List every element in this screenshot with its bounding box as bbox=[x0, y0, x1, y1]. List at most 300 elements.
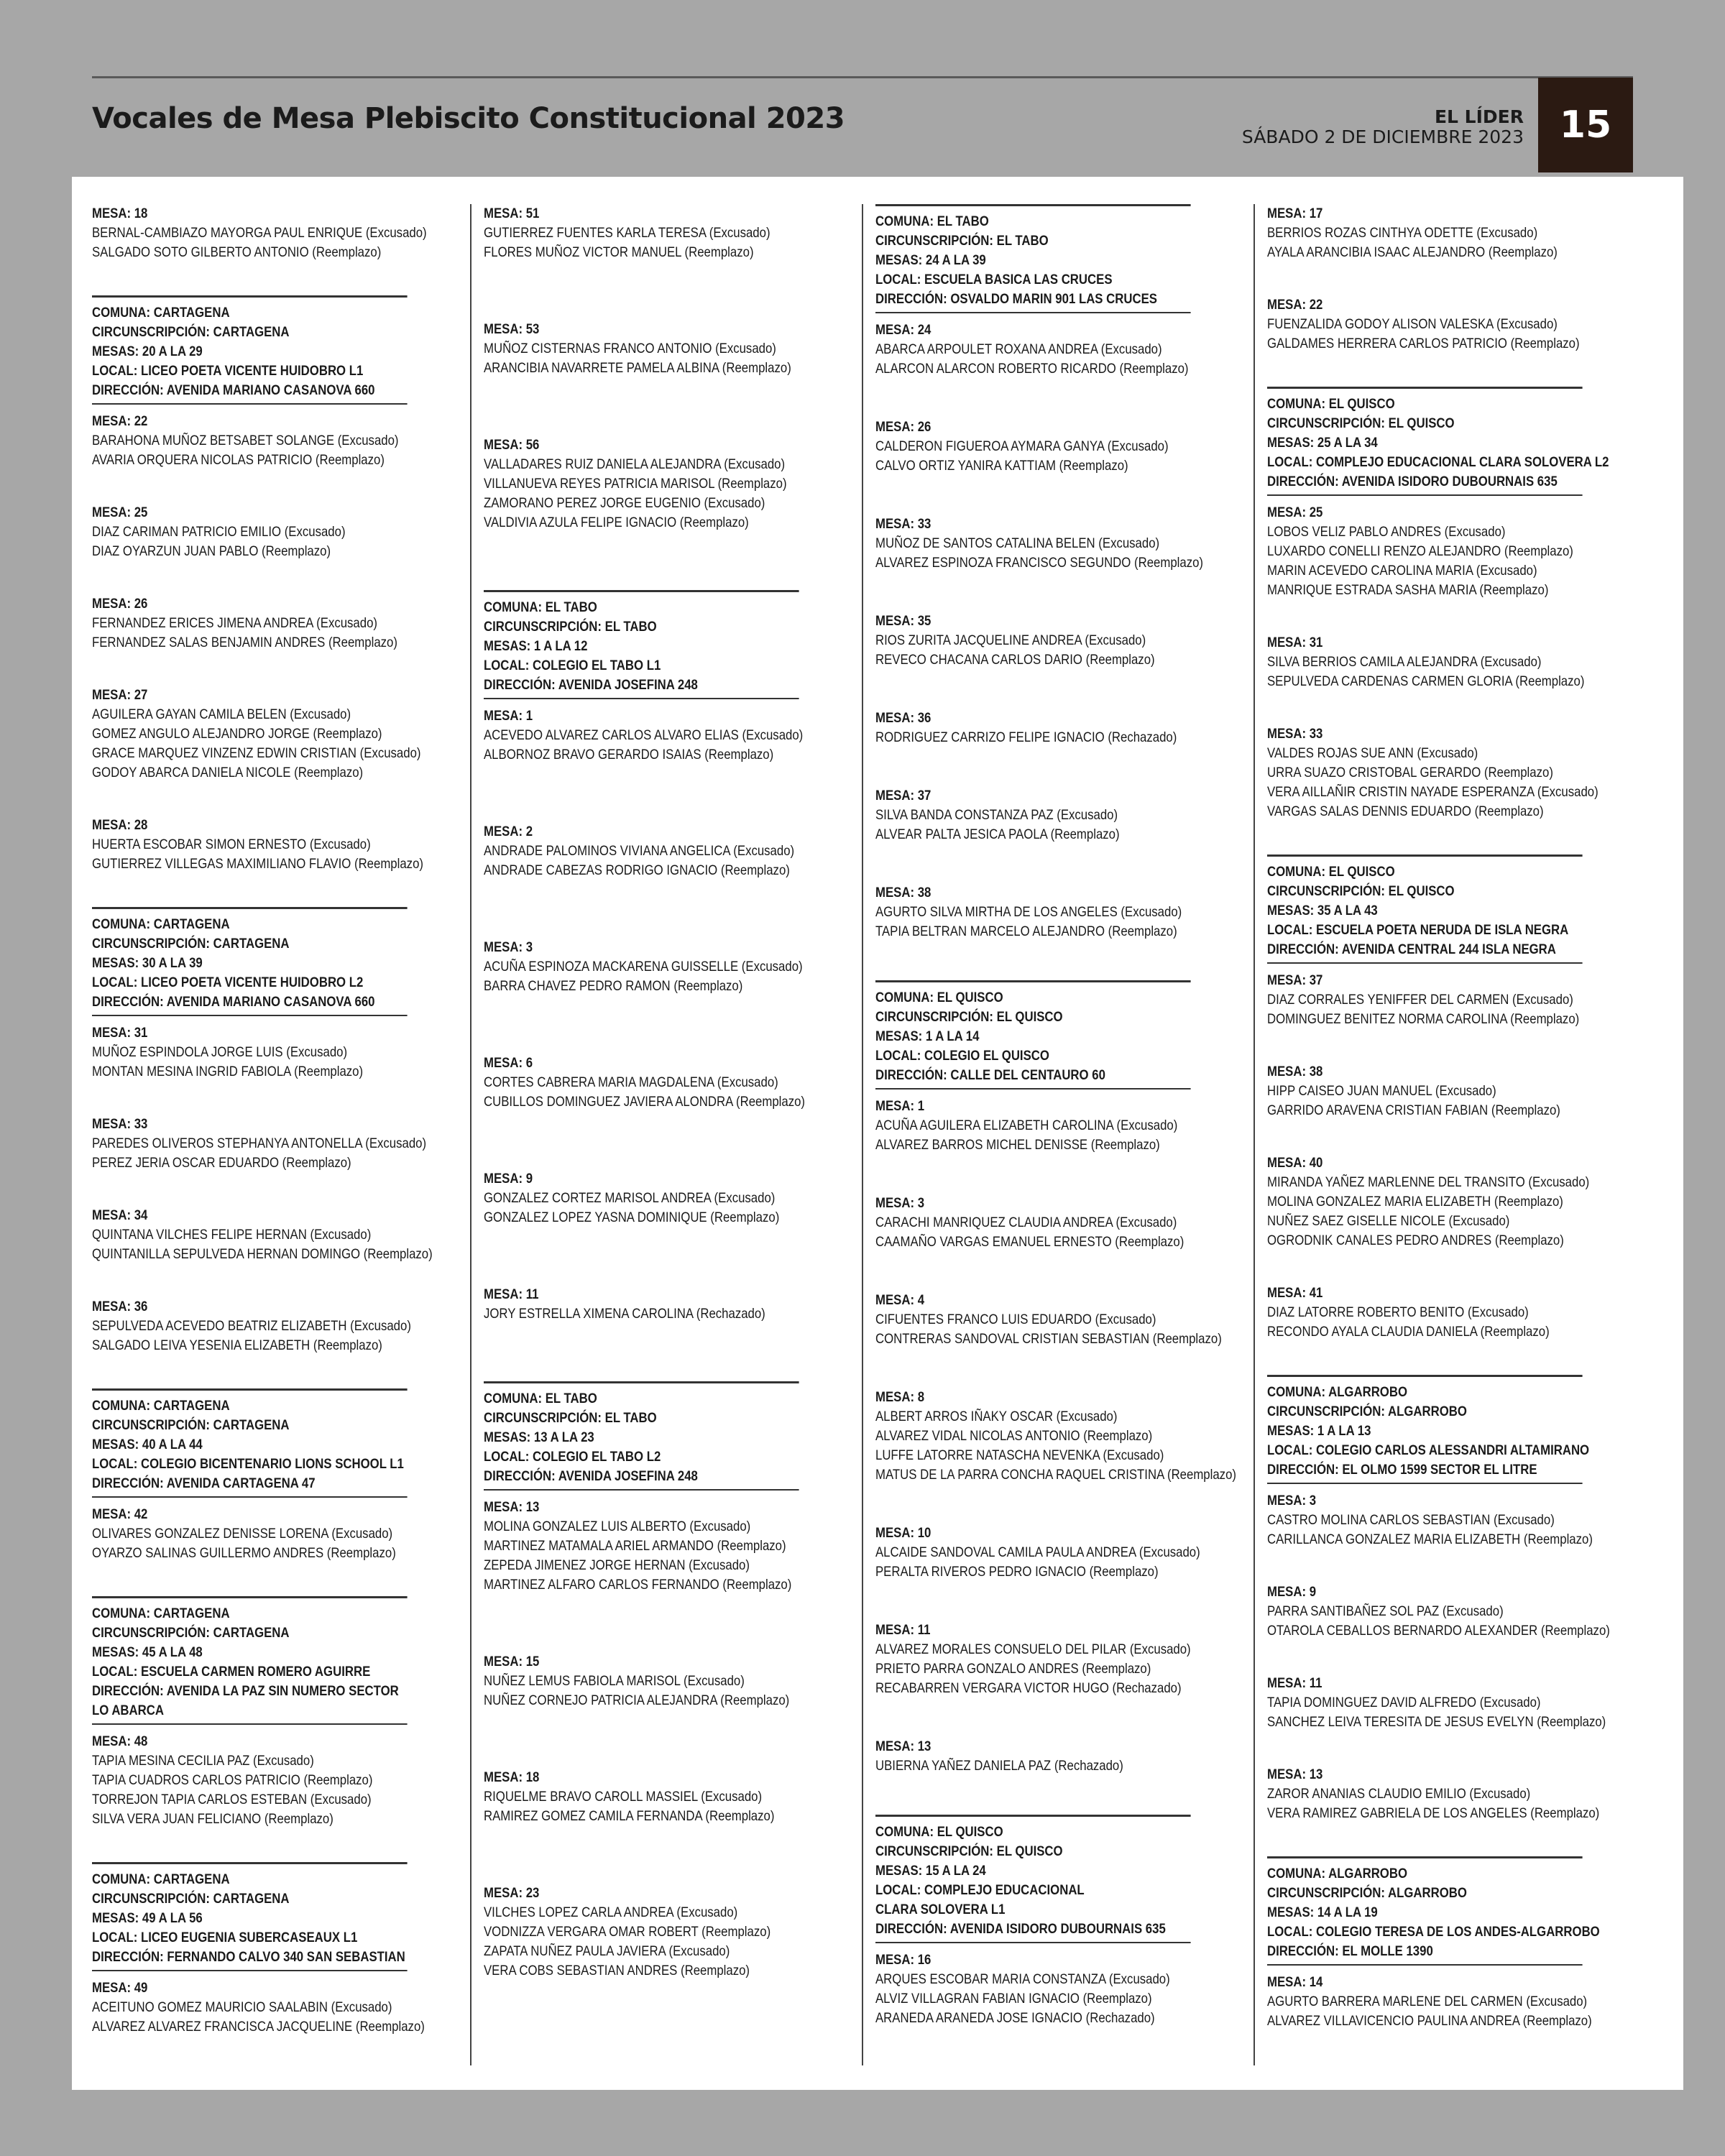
mesa-label: MESA: 22 bbox=[92, 413, 148, 429]
mesa-label: MESA: 34 bbox=[92, 1207, 148, 1223]
vocal-name: TORREJON TAPIA CARLOS ESTEBAN (Excusado) bbox=[92, 1792, 372, 1807]
comuna-info-line: CIRCUNSCRIPCIÓN: CARTAGENA bbox=[92, 1891, 290, 1907]
mesa-entry bbox=[1267, 1153, 1590, 1250]
vocal-name: URRA SUAZO CRISTOBAL GERARDO (Reemplazo) bbox=[1267, 765, 1553, 780]
comuna-info-line: LOCAL: COLEGIO BICENTENARIO LIONS SCHOOL L1 bbox=[92, 1456, 404, 1472]
vocal-name: VALDES ROJAS SUE ANN (Excusado) bbox=[1267, 745, 1478, 761]
vocal-name: CASTRO MOLINA CARLOS SEBASTIAN (Excusado) bbox=[1267, 1512, 1555, 1528]
vocal-name: VERA COBS SEBASTIAN ANDRES (Reemplazo) bbox=[484, 1963, 750, 1978]
mesa-label: MESA: 8 bbox=[875, 1389, 925, 1405]
mesa-label: MESA: 49 bbox=[92, 1980, 148, 1996]
comuna-info-line: CIRCUNSCRIPCIÓN: EL QUISCO bbox=[875, 1009, 1063, 1025]
vocal-name: UBIERNA YAÑEZ DANIELA PAZ (Rechazado) bbox=[875, 1758, 1123, 1774]
vocal-name: ZAMORANO PEREZ JORGE EUGENIO (Excusado) bbox=[484, 495, 765, 511]
comuna-info-line: LOCAL: ESCUELA POETA NERUDA DE ISLA NEGRA bbox=[1267, 922, 1569, 938]
vocal-name: MATUS DE LA PARRA CONCHA RAQUEL CRISTINA (Reemplazo) bbox=[875, 1467, 1236, 1483]
mesa-label: MESA: 31 bbox=[1267, 635, 1323, 650]
mesa-label: MESA: 33 bbox=[92, 1116, 148, 1132]
comuna-info-line: COMUNA: CARTAGENA bbox=[92, 916, 230, 932]
comuna-info-line: LOCAL: COLEGIO EL TABO L1 bbox=[484, 658, 661, 673]
vocal-name: ALVAREZ VIDAL NICOLAS ANTONIO (Reemplazo) bbox=[875, 1428, 1153, 1444]
comuna-info-line: LOCAL: COLEGIO CARLOS ALESSANDRI ALTAMIRANO bbox=[1267, 1442, 1590, 1458]
vocal-name: RAMIREZ GOMEZ CAMILA FERNANDA (Reemplazo) bbox=[484, 1808, 775, 1824]
mesa-label: MESA: 51 bbox=[484, 206, 540, 221]
vocal-name: DIAZ CARIMAN PATRICIO EMILIO (Excusado) bbox=[92, 524, 346, 540]
mesa-entry bbox=[1267, 1062, 1583, 1120]
mesa-entry bbox=[484, 1054, 806, 1112]
mesa-entry bbox=[484, 1285, 799, 1324]
vocal-name: ALBORNOZ BRAVO GERARDO ISAIAS (Reemplazo) bbox=[484, 747, 774, 763]
comuna-info-line: MESAS: 40 A LA 44 bbox=[92, 1437, 203, 1452]
vocal-name: GUTIERREZ VILLEGAS MAXIMILIANO FLAVIO (Reemplazo) bbox=[92, 856, 423, 872]
comuna-header bbox=[484, 590, 799, 699]
comuna-info-line: DIRECCIÓN: AVENIDA JOSEFINA 248 bbox=[484, 1468, 698, 1484]
mesa-entry bbox=[92, 1297, 411, 1355]
comuna-info-line: LOCAL: LICEO EUGENIA SUBERCASEAUX L1 bbox=[92, 1930, 358, 1945]
mesa-label: MESA: 40 bbox=[1267, 1155, 1323, 1171]
mesa-entry bbox=[1267, 295, 1583, 354]
mesa-entry bbox=[875, 1194, 1191, 1252]
vocal-name: OTAROLA CEBALLOS BERNARDO ALEXANDER (Reemplazo) bbox=[1267, 1623, 1610, 1639]
mesa-label: MESA: 42 bbox=[92, 1506, 148, 1522]
comuna-info-line: LOCAL: COLEGIO EL QUISCO bbox=[875, 1048, 1049, 1064]
vocal-name: MOLINA GONZALEZ MARIA ELIZABETH (Reemplazo) bbox=[1267, 1194, 1563, 1210]
mesa-entry bbox=[92, 1115, 427, 1173]
vocal-name: ARANEDA ARANEDA JOSE IGNACIO (Rechazado) bbox=[875, 2010, 1155, 2026]
comuna-info-line: MESAS: 30 A LA 39 bbox=[92, 955, 203, 971]
vocal-name: GONZALEZ LOPEZ YASNA DOMINIQUE (Reemplazo) bbox=[484, 1210, 780, 1225]
vocal-name: PEREZ JERIA OSCAR EDUARDO (Reemplazo) bbox=[92, 1155, 351, 1171]
comuna-info-line: CIRCUNSCRIPCIÓN: EL TABO bbox=[484, 1410, 657, 1426]
comuna-info-line: CIRCUNSCRIPCIÓN: CARTAGENA bbox=[92, 936, 290, 952]
comuna-info-line: COMUNA: ALGARROBO bbox=[1267, 1384, 1408, 1400]
mesa-entry bbox=[1267, 1765, 1600, 1823]
mesa-label: MESA: 17 bbox=[1267, 206, 1323, 221]
mesa-entry bbox=[1267, 1583, 1610, 1641]
vocal-name: RECONDO AYALA CLAUDIA DANIELA (Reemplazo) bbox=[1267, 1324, 1550, 1340]
vocal-name: GARRIDO ARAVENA CRISTIAN FABIAN (Reemplazo) bbox=[1267, 1102, 1560, 1118]
mesa-label: MESA: 22 bbox=[1267, 297, 1323, 313]
mesa-label: MESA: 56 bbox=[484, 437, 540, 453]
vocal-name: VERA RAMIREZ GABRIELA DE LOS ANGELES (Reemplazo) bbox=[1267, 1805, 1600, 1821]
comuna-info-line: COMUNA: EL TABO bbox=[484, 599, 597, 615]
vocal-name: FUENZALIDA GODOY ALISON VALESKA (Excusado) bbox=[1267, 316, 1558, 332]
comuna-info-line: COMUNA: EL QUISCO bbox=[1267, 396, 1395, 412]
mesa-label: MESA: 1 bbox=[875, 1098, 925, 1114]
comuna-info-line: DIRECCIÓN: AVENIDA LA PAZ SIN NUMERO SECTOR bbox=[92, 1683, 399, 1699]
vocal-name: ALVAREZ MORALES CONSUELO DEL PILAR (Excusado) bbox=[875, 1641, 1191, 1657]
comuna-header bbox=[484, 1381, 799, 1491]
comuna-info-line: DIRECCIÓN: FERNANDO CALVO 340 SAN SEBASTIAN bbox=[92, 1949, 405, 1965]
comuna-info-line: CIRCUNSCRIPCIÓN: CARTAGENA bbox=[92, 1625, 290, 1641]
vocal-name: CARILLANCA GONZALEZ MARIA ELIZABETH (Reemplazo) bbox=[1267, 1531, 1593, 1547]
mesa-entry bbox=[484, 436, 799, 533]
comuna-header bbox=[1267, 1375, 1590, 1484]
comuna-header bbox=[92, 907, 408, 1016]
vocal-name: ALVIZ VILLAGRAN FABIAN IGNACIO (Reemplazo) bbox=[875, 1991, 1152, 2007]
mesa-label: MESA: 33 bbox=[1267, 726, 1323, 742]
mesa-label: MESA: 26 bbox=[875, 419, 932, 435]
mesa-entry bbox=[1267, 633, 1583, 691]
mesa-entry bbox=[92, 686, 421, 783]
vocal-name: BERNAL-CAMBIAZO MAYORGA PAUL ENRIQUE (Excusado) bbox=[92, 225, 427, 241]
vocal-name: TAPIA DOMINGUEZ DAVID ALFREDO (Excusado) bbox=[1267, 1695, 1541, 1710]
vocal-name: OYARZO SALINAS GUILLERMO ANDRES (Reemplazo) bbox=[92, 1545, 396, 1561]
header-top-rule bbox=[92, 76, 1633, 78]
comuna-info-line: MESAS: 14 A LA 19 bbox=[1267, 1904, 1378, 1920]
vocal-name: GUTIERREZ FUENTES KARLA TERESA (Excusado) bbox=[484, 225, 770, 241]
mesa-entry bbox=[484, 204, 799, 262]
vocal-name: GRACE MARQUEZ VINZENZ EDWIN CRISTIAN (Excusado) bbox=[92, 745, 421, 761]
mesa-label: MESA: 37 bbox=[1267, 972, 1323, 988]
comuna-info-line: DIRECCIÓN: EL OLMO 1599 SECTOR EL LITRE bbox=[1267, 1462, 1537, 1478]
vocal-name: MIRANDA YAÑEZ MARLENNE DEL TRANSITO (Excusado) bbox=[1267, 1174, 1590, 1190]
comuna-info-line: COMUNA: EL QUISCO bbox=[1267, 864, 1395, 880]
mesa-entry bbox=[484, 1498, 799, 1595]
vocal-name: DOMINGUEZ BENITEZ NORMA CAROLINA (Reemplazo) bbox=[1267, 1011, 1580, 1027]
comuna-info-line: CIRCUNSCRIPCIÓN: EL QUISCO bbox=[1267, 883, 1455, 899]
vocal-name: RECABARREN VERGARA VICTOR HUGO (Rechazado) bbox=[875, 1680, 1182, 1696]
mesa-label: MESA: 24 bbox=[875, 322, 932, 338]
vocal-name: PAREDES OLIVEROS STEPHANYA ANTONELLA (Excusado) bbox=[92, 1135, 427, 1151]
vocal-name: ALVAREZ VILLAVICENCIO PAULINA ANDREA (Reemplazo) bbox=[1267, 2013, 1592, 2029]
vocal-name: CORTES CABRERA MARIA MAGDALENA (Excusado) bbox=[484, 1074, 778, 1090]
comuna-info-line: LO ABARCA bbox=[92, 1703, 165, 1718]
mesa-label: MESA: 3 bbox=[484, 939, 533, 955]
mesa-label: MESA: 26 bbox=[92, 596, 148, 612]
vocal-name: CALDERON FIGUEROA AYMARA GANYA (Excusado) bbox=[875, 438, 1169, 454]
newspaper-brand: EL LÍDER bbox=[1434, 106, 1524, 127]
vocal-name: VILLANUEVA REYES PATRICIA MARISOL (Reemplazo) bbox=[484, 476, 787, 492]
comuna-info-line: COMUNA: CARTAGENA bbox=[92, 1606, 230, 1621]
vocal-name: BARRA CHAVEZ PEDRO RAMON (Reemplazo) bbox=[484, 978, 743, 994]
mesa-entry bbox=[875, 612, 1191, 670]
vocal-name: SILVA BANDA CONSTANZA PAZ (Excusado) bbox=[875, 807, 1118, 823]
mesa-entry bbox=[1267, 204, 1583, 262]
comuna-info-line: MESAS: 25 A LA 34 bbox=[1267, 435, 1378, 451]
comuna-header bbox=[92, 1388, 408, 1498]
mesa-label: MESA: 23 bbox=[484, 1885, 540, 1901]
vocal-name: OLIVARES GONZALEZ DENISSE LORENA (Excusado) bbox=[92, 1526, 393, 1542]
mesa-entry bbox=[1267, 1674, 1606, 1732]
vocal-name: ALVAREZ ALVAREZ FRANCISCA JACQUELINE (Reemplazo) bbox=[92, 2019, 425, 2035]
vocal-name: VERA AILLAÑIR CRISTIN NAYADE ESPERANZA (Excusado) bbox=[1267, 784, 1598, 800]
vocal-name: ACUÑA AGUILERA ELIZABETH CAROLINA (Excusado) bbox=[875, 1118, 1178, 1133]
vocal-name: NUÑEZ SAEZ GISELLE NICOLE (Excusado) bbox=[1267, 1213, 1510, 1229]
mesa-entry bbox=[484, 822, 799, 880]
mesa-label: MESA: 2 bbox=[484, 824, 533, 839]
mesa-label: MESA: 13 bbox=[1267, 1766, 1323, 1782]
vocal-name: LUFFE LATORRE NATASCHA NEVENKA (Excusado) bbox=[875, 1447, 1164, 1463]
mesa-entry bbox=[1267, 1973, 1592, 2031]
vocal-name: BERRIOS ROZAS CINTHYA ODETTE (Excusado) bbox=[1267, 225, 1538, 241]
mesa-label: MESA: 18 bbox=[92, 206, 148, 221]
vocal-name: ABARCA ARPOULET ROXANA ANDREA (Excusado) bbox=[875, 341, 1162, 357]
comuna-info-line: COMUNA: CARTAGENA bbox=[92, 305, 230, 321]
mesa-entry bbox=[875, 1097, 1191, 1155]
vocal-name: ACUÑA ESPINOZA MACKARENA GUISSELLE (Excusado) bbox=[484, 959, 803, 975]
vocal-name: VILCHES LOPEZ CARLA ANDREA (Excusado) bbox=[484, 1904, 738, 1920]
vocal-name: GOMEZ ANGULO ALEJANDRO JORGE (Reemplazo) bbox=[92, 726, 382, 742]
mesa-entry bbox=[875, 1950, 1191, 2028]
vocal-name: FLORES MUÑOZ VICTOR MANUEL (Reemplazo) bbox=[484, 244, 754, 260]
vocal-name: ARANCIBIA NAVARRETE PAMELA ALBINA (Reemplazo) bbox=[484, 360, 791, 376]
comuna-info-line: DIRECCIÓN: AVENIDA CARTAGENA 47 bbox=[92, 1475, 316, 1491]
mesa-entry bbox=[875, 1737, 1191, 1776]
mesa-label: MESA: 36 bbox=[875, 710, 932, 726]
comuna-header bbox=[92, 1596, 408, 1725]
vocal-name: AGURTO BARRERA MARLENE DEL CARMEN (Excusado) bbox=[1267, 1994, 1588, 2009]
mesa-label: MESA: 33 bbox=[875, 516, 932, 532]
comuna-info-line: CLARA SOLOVERA L1 bbox=[875, 1902, 1006, 1917]
comuna-info-line: DIRECCIÓN: AVENIDA ISIDORO DUBOURNAIS 635 bbox=[1267, 474, 1558, 489]
vocal-name: LUXARDO CONELLI RENZO ALEJANDRO (Reemplazo) bbox=[1267, 543, 1573, 559]
comuna-info-line: LOCAL: COLEGIO EL TABO L2 bbox=[484, 1449, 661, 1465]
vocal-name: CONTRERAS SANDOVAL CRISTIAN SEBASTIAN (Reemplazo) bbox=[875, 1331, 1222, 1347]
vocal-name: DIAZ OYARZUN JUAN PABLO (Reemplazo) bbox=[92, 543, 331, 559]
vocal-name: SILVA BERRIOS CAMILA ALEJANDRA (Excusado) bbox=[1267, 654, 1542, 670]
comuna-info-line: COMUNA: EL QUISCO bbox=[875, 1824, 1003, 1840]
vocal-name: SALGADO LEIVA YESENIA ELIZABETH (Reemplazo) bbox=[92, 1337, 382, 1353]
mesa-label: MESA: 11 bbox=[1267, 1675, 1322, 1691]
comuna-header bbox=[1267, 854, 1583, 964]
vocal-name: MARTINEZ MATAMALA ARIEL ARMANDO (Reemplazo) bbox=[484, 1538, 786, 1554]
mesa-entry bbox=[484, 1884, 799, 1981]
vocal-name: ZEPEDA JIMENEZ JORGE HERNAN (Excusado) bbox=[484, 1557, 750, 1573]
vocal-name: JORY ESTRELLA XIMENA CAROLINA (Rechazado) bbox=[484, 1306, 765, 1322]
vocal-name: MARIN ACEVEDO CAROLINA MARIA (Excusado) bbox=[1267, 563, 1537, 579]
comuna-info-line: LOCAL: ESCUELA CARMEN ROMERO AGUIRRE bbox=[92, 1664, 371, 1680]
mesa-entry bbox=[875, 418, 1191, 476]
mesa-label: MESA: 14 bbox=[1267, 1974, 1323, 1990]
comuna-info-line: MESAS: 20 A LA 29 bbox=[92, 344, 203, 359]
comuna-header bbox=[92, 1862, 408, 1971]
vocal-name: ANDRADE PALOMINOS VIVIANA ANGELICA (Excusado) bbox=[484, 843, 795, 859]
mesa-entry bbox=[92, 594, 408, 653]
mesa-entry bbox=[484, 320, 799, 378]
comuna-info-line: LOCAL: ESCUELA BASICA LAS CRUCES bbox=[875, 272, 1113, 287]
vocal-name: ACEITUNO GOMEZ MAURICIO SAALABIN (Excusado) bbox=[92, 1999, 392, 2015]
vocal-name: ZAROR ANANIAS CLAUDIO EMILIO (Excusado) bbox=[1267, 1786, 1531, 1802]
vocal-name: GONZALEZ CORTEZ MARISOL ANDREA (Excusado) bbox=[484, 1190, 776, 1206]
mesa-label: MESA: 16 bbox=[875, 1952, 932, 1968]
comuna-info-line: MESAS: 13 A LA 23 bbox=[484, 1429, 594, 1445]
mesa-entry bbox=[1267, 724, 1598, 821]
comuna-info-line: MESAS: 15 A LA 24 bbox=[875, 1863, 986, 1879]
comuna-info-line: MESAS: 45 A LA 48 bbox=[92, 1644, 203, 1660]
vocal-name: AYALA ARANCIBIA ISAAC ALEJANDRO (Reemplazo) bbox=[1267, 244, 1558, 260]
comuna-info-line: DIRECCIÓN: AVENIDA MARIANO CASANOVA 660 bbox=[92, 994, 375, 1010]
mesa-entry bbox=[875, 1524, 1200, 1582]
vocal-name: SILVA VERA JUAN FELICIANO (Reemplazo) bbox=[92, 1811, 334, 1827]
comuna-header bbox=[92, 295, 408, 405]
vocal-name: DIAZ LATORRE ROBERTO BENITO (Excusado) bbox=[1267, 1304, 1529, 1320]
mesa-entry bbox=[875, 786, 1191, 844]
mesa-entry bbox=[875, 709, 1191, 747]
mesa-label: MESA: 1 bbox=[484, 708, 533, 724]
comuna-header bbox=[1267, 387, 1609, 496]
mesa-label: MESA: 25 bbox=[1267, 505, 1323, 520]
mesa-entry bbox=[875, 883, 1191, 941]
mesa-label: MESA: 4 bbox=[875, 1292, 925, 1308]
comuna-info-line: DIRECCIÓN: AVENIDA MARIANO CASANOVA 660 bbox=[92, 382, 375, 398]
vocal-name: NUÑEZ CORNEJO PATRICIA ALEJANDRA (Reemplazo) bbox=[484, 1692, 790, 1708]
comuna-info-line: LOCAL: COMPLEJO EDUCACIONAL bbox=[875, 1882, 1085, 1898]
vocal-name: ALCAIDE SANDOVAL CAMILA PAULA ANDREA (Excusado) bbox=[875, 1544, 1200, 1560]
comuna-header bbox=[875, 1815, 1191, 1943]
column-divider bbox=[862, 204, 863, 2065]
comuna-header bbox=[875, 980, 1191, 1089]
vocal-name: PRIETO PARRA GONZALO ANDRES (Reemplazo) bbox=[875, 1661, 1151, 1677]
comuna-info-line: CIRCUNSCRIPCIÓN: EL TABO bbox=[484, 619, 657, 635]
comuna-info-line: LOCAL: LICEO POETA VICENTE HUIDOBRO L2 bbox=[92, 975, 364, 990]
mesa-label: MESA: 48 bbox=[92, 1733, 148, 1749]
mesa-label: MESA: 31 bbox=[92, 1025, 148, 1041]
vocal-name: REVECO CHACANA CARLOS DARIO (Reemplazo) bbox=[875, 652, 1155, 668]
vocal-name: OGRODNIK CANALES PEDRO ANDRES (Reemplazo) bbox=[1267, 1233, 1564, 1248]
mesa-entry bbox=[875, 321, 1191, 379]
vocal-name: PARRA SANTIBAÑEZ SOL PAZ (Excusado) bbox=[1267, 1603, 1504, 1619]
mesa-entry bbox=[1267, 971, 1583, 1029]
mesa-label: MESA: 41 bbox=[1267, 1285, 1323, 1301]
mesa-entry bbox=[92, 1732, 408, 1829]
comuna-info-line: COMUNA: CARTAGENA bbox=[92, 1871, 230, 1887]
mesa-label: MESA: 9 bbox=[1267, 1584, 1317, 1600]
vocal-name: ARQUES ESCOBAR MARIA CONSTANZA (Excusado) bbox=[875, 1971, 1170, 1987]
vocal-name: GALDAMES HERRERA CARLOS PATRICIO (Reemplazo) bbox=[1267, 336, 1580, 351]
comuna-info-line: LOCAL: COMPLEJO EDUCACIONAL CLARA SOLOVERA L2 bbox=[1267, 454, 1609, 470]
vocal-name: LOBOS VELIZ PABLO ANDRES (Excusado) bbox=[1267, 524, 1506, 540]
vocal-name: MANRIQUE ESTRADA SASHA MARIA (Reemplazo) bbox=[1267, 582, 1549, 598]
comuna-info-line: LOCAL: COLEGIO TERESA DE LOS ANDES-ALGARROBO bbox=[1267, 1924, 1600, 1940]
mesa-entry bbox=[92, 1206, 433, 1264]
vocal-name: CIFUENTES FRANCO LUIS EDUARDO (Excusado) bbox=[875, 1312, 1156, 1327]
vocal-name: CALVO ORTIZ YANIRA KATTIAM (Reemplazo) bbox=[875, 458, 1128, 474]
mesa-entry bbox=[484, 706, 804, 765]
mesa-entry bbox=[92, 1505, 408, 1563]
mesa-entry bbox=[484, 1169, 799, 1227]
mesa-entry bbox=[92, 503, 408, 561]
vocal-name: NUÑEZ LEMUS FABIOLA MARISOL (Excusado) bbox=[484, 1673, 745, 1689]
comuna-info-line: MESAS: 49 A LA 56 bbox=[92, 1910, 203, 1926]
vocal-name: DIAZ CORRALES YENIFFER DEL CARMEN (Excusado) bbox=[1267, 992, 1573, 1008]
vocal-name: ACEVEDO ALVAREZ CARLOS ALVARO ELIAS (Excusado) bbox=[484, 727, 804, 743]
vocal-name: FERNANDEZ SALAS BENJAMIN ANDRES (Reemplazo) bbox=[92, 635, 397, 650]
mesa-entry bbox=[484, 1652, 799, 1710]
page-number: 15 bbox=[1538, 78, 1633, 172]
vocal-name: TAPIA MESINA CECILIA PAZ (Excusado) bbox=[92, 1753, 314, 1769]
vocal-name: ZAPATA NUÑEZ PAULA JAVIERA (Excusado) bbox=[484, 1943, 730, 1959]
mesa-entry bbox=[1267, 1284, 1583, 1342]
mesa-label: MESA: 28 bbox=[92, 817, 148, 833]
mesa-entry bbox=[92, 1978, 425, 2037]
mesa-label: MESA: 3 bbox=[875, 1195, 925, 1211]
vocal-name: TAPIA BELTRAN MARCELO ALEJANDRO (Reemplazo) bbox=[875, 923, 1177, 939]
column-divider bbox=[1254, 204, 1255, 2065]
mesa-entry bbox=[92, 204, 427, 262]
page-title: Vocales de Mesa Plebiscito Constitucional 2023 bbox=[92, 102, 845, 135]
vocal-name: MUÑOZ ESPINDOLA JORGE LUIS (Excusado) bbox=[92, 1044, 348, 1060]
vocal-name: MOLINA GONZALEZ LUIS ALBERTO (Excusado) bbox=[484, 1519, 751, 1534]
vocal-name: FERNANDEZ ERICES JIMENA ANDREA (Excusado) bbox=[92, 615, 377, 631]
comuna-info-line: LOCAL: LICEO POETA VICENTE HUIDOBRO L1 bbox=[92, 363, 364, 379]
vocal-name: VODNIZZA VERGARA OMAR ROBERT (Reemplazo) bbox=[484, 1924, 771, 1940]
comuna-info-line: DIRECCIÓN: EL MOLLE 1390 bbox=[1267, 1943, 1433, 1959]
comuna-info-line: CIRCUNSCRIPCIÓN: EL TABO bbox=[875, 233, 1049, 249]
vocal-name: ALVAREZ BARROS MICHEL DENISSE (Reemplazo) bbox=[875, 1137, 1160, 1153]
mesa-entry bbox=[1267, 1491, 1593, 1549]
mesa-label: MESA: 38 bbox=[875, 885, 932, 900]
comuna-info-line: DIRECCIÓN: CALLE DEL CENTAURO 60 bbox=[875, 1067, 1105, 1083]
comuna-info-line: COMUNA: EL QUISCO bbox=[875, 990, 1003, 1005]
comuna-info-line: DIRECCIÓN: OSVALDO MARIN 901 LAS CRUCES bbox=[875, 291, 1157, 307]
mesa-entry bbox=[875, 1621, 1191, 1698]
mesa-label: MESA: 35 bbox=[875, 613, 932, 629]
vocal-name: AGUILERA GAYAN CAMILA BELEN (Excusado) bbox=[92, 706, 351, 722]
mesa-entry bbox=[92, 412, 408, 470]
vocal-name: CAAMAÑO VARGAS EMANUEL ERNESTO (Reemplazo) bbox=[875, 1234, 1184, 1250]
vocal-name: HIPP CAISEO JUAN MANUEL (Excusado) bbox=[1267, 1083, 1496, 1099]
comuna-info-line: MESAS: 1 A LA 12 bbox=[484, 638, 588, 654]
mesa-entry bbox=[875, 515, 1204, 573]
comuna-info-line: COMUNA: ALGARROBO bbox=[1267, 1866, 1408, 1881]
vocal-name: VALLADARES RUIZ DANIELA ALEJANDRA (Excusado) bbox=[484, 456, 786, 472]
mesa-entry bbox=[875, 1388, 1236, 1485]
vocal-name: AGURTO SILVA MIRTHA DE LOS ANGELES (Excusado) bbox=[875, 904, 1182, 920]
comuna-info-line: MESAS: 1 A LA 13 bbox=[1267, 1423, 1371, 1439]
mesa-entry bbox=[484, 938, 803, 996]
comuna-info-line: CIRCUNSCRIPCIÓN: ALGARROBO bbox=[1267, 1885, 1467, 1901]
mesa-label: MESA: 13 bbox=[484, 1499, 540, 1515]
mesa-label: MESA: 25 bbox=[92, 505, 148, 520]
vocal-name: PERALTA RIVEROS PEDRO IGNACIO (Reemplazo) bbox=[875, 1564, 1159, 1580]
mesa-label: MESA: 9 bbox=[484, 1171, 533, 1187]
comuna-info-line: MESAS: 24 A LA 39 bbox=[875, 252, 986, 268]
mesa-entry bbox=[484, 1768, 799, 1826]
vocal-name: SEPULVEDA CARDENAS CARMEN GLORIA (Reemplazo) bbox=[1267, 673, 1585, 689]
results-column-3 bbox=[875, 204, 1236, 2067]
vocal-name: VARGAS SALAS DENNIS EDUARDO (Reemplazo) bbox=[1267, 803, 1544, 819]
comuna-header bbox=[875, 204, 1191, 313]
vocal-name: AVARIA ORQUERA NICOLAS PATRICIO (Reemplazo) bbox=[92, 452, 385, 468]
vocal-name: ALVAREZ ESPINOZA FRANCISCO SEGUNDO (Reemplazo) bbox=[875, 555, 1204, 571]
results-column-2 bbox=[484, 204, 806, 2038]
mesa-label: MESA: 18 bbox=[484, 1769, 540, 1785]
mesa-entry bbox=[1267, 503, 1583, 600]
vocal-name: BARAHONA MUÑOZ BETSABET SOLANGE (Excusado) bbox=[92, 433, 399, 448]
comuna-info-line: COMUNA: CARTAGENA bbox=[92, 1398, 230, 1414]
vocal-name: RIQUELME BRAVO CAROLL MASSIEL (Excusado) bbox=[484, 1789, 763, 1805]
vocal-name: MUÑOZ CISTERNAS FRANCO ANTONIO (Excusado) bbox=[484, 341, 776, 356]
mesa-label: MESA: 11 bbox=[484, 1286, 539, 1302]
comuna-info-line: COMUNA: EL TABO bbox=[484, 1391, 597, 1406]
comuna-info-line: CIRCUNSCRIPCIÓN: ALGARROBO bbox=[1267, 1404, 1467, 1419]
vocal-name: MONTAN MESINA INGRID FABIOLA (Reemplazo) bbox=[92, 1064, 364, 1079]
vocal-name: SEPULVEDA ACEVEDO BEATRIZ ELIZABETH (Excusado) bbox=[92, 1318, 411, 1334]
comuna-info-line: MESAS: 35 A LA 43 bbox=[1267, 903, 1378, 918]
vocal-name: SALGADO SOTO GILBERTO ANTONIO (Reemplazo) bbox=[92, 244, 382, 260]
comuna-info-line: CIRCUNSCRIPCIÓN: EL QUISCO bbox=[875, 1843, 1063, 1859]
vocal-name: ALARCON ALARCON ROBERTO RICARDO (Reemplazo) bbox=[875, 361, 1189, 377]
comuna-info-line: MESAS: 1 A LA 14 bbox=[875, 1028, 980, 1044]
mesa-label: MESA: 36 bbox=[92, 1299, 148, 1314]
vocal-name: QUINTANILLA SEPULVEDA HERNAN DOMINGO (Reemplazo) bbox=[92, 1246, 433, 1262]
vocal-name: ANDRADE CABEZAS RODRIGO IGNACIO (Reemplazo) bbox=[484, 862, 790, 878]
comuna-header bbox=[1267, 1856, 1600, 1966]
mesa-label: MESA: 53 bbox=[484, 321, 540, 337]
mesa-label: MESA: 38 bbox=[1267, 1064, 1323, 1079]
vocal-name: QUINTANA VILCHES FELIPE HERNAN (Excusado) bbox=[92, 1227, 372, 1243]
